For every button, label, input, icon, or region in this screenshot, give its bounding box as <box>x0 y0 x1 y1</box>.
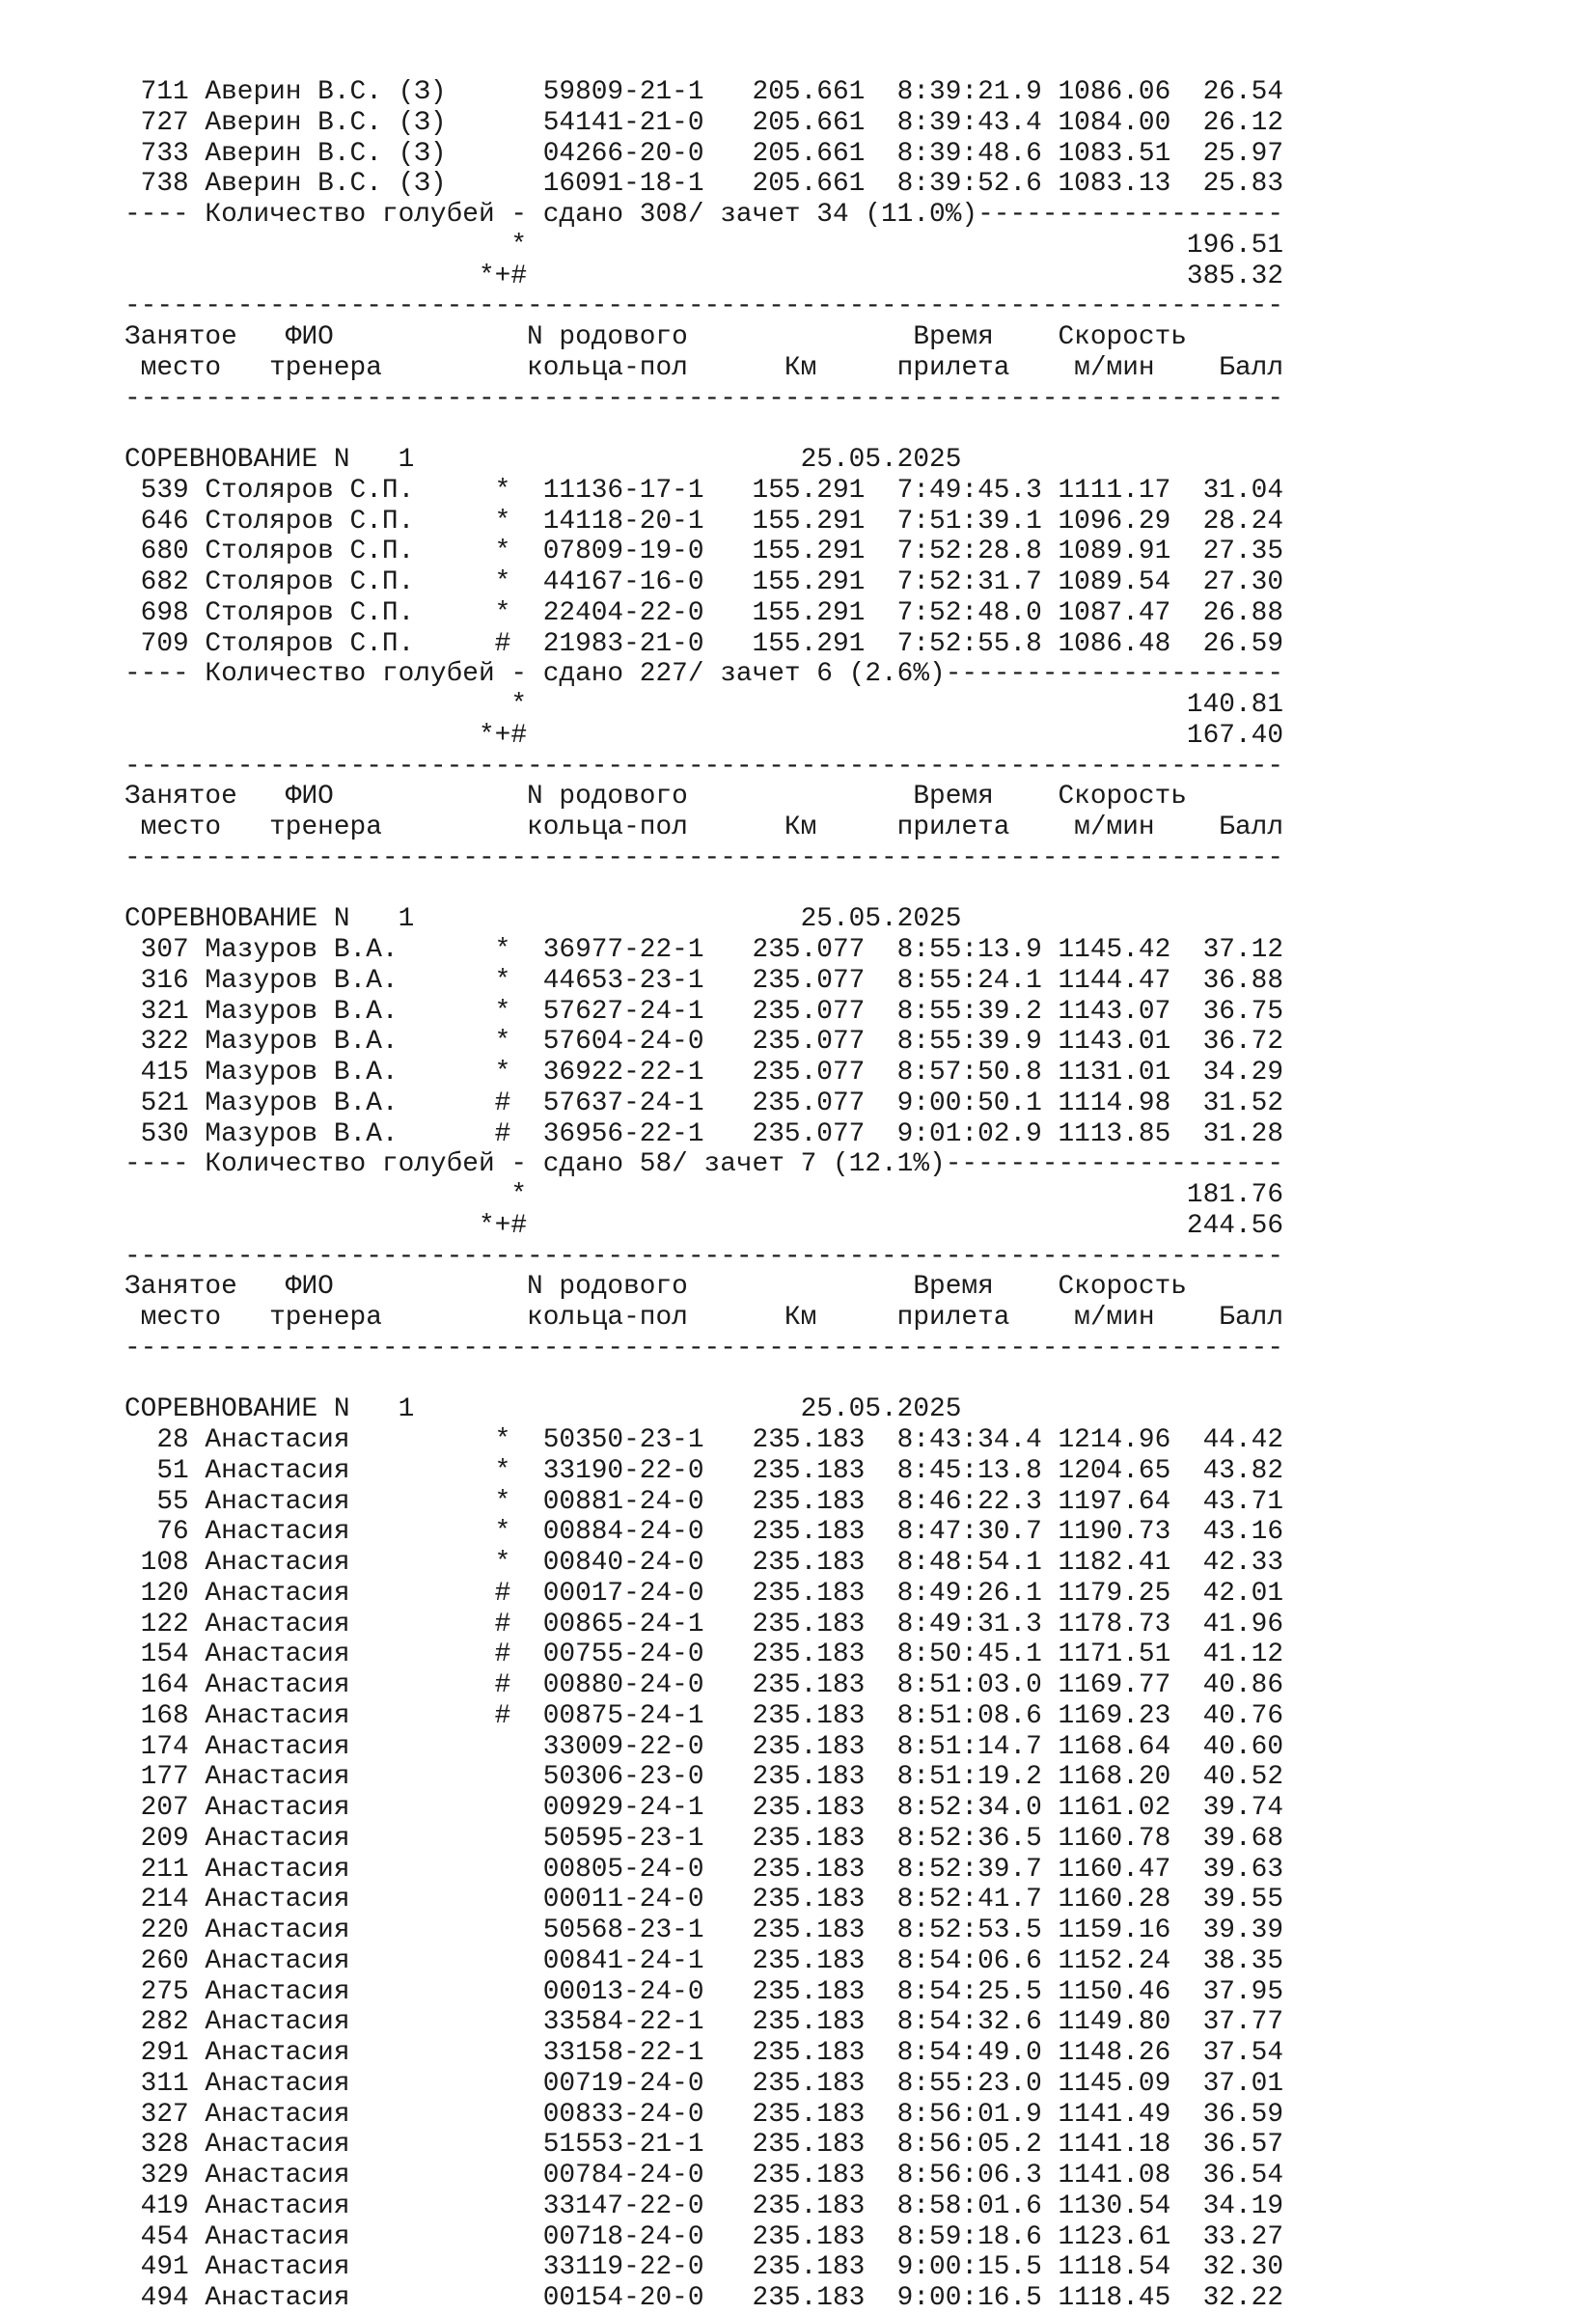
table-header-row: Занятое ФИО N родового Время Скорость <box>124 322 1187 352</box>
table-header-row: Занятое ФИО N родового Время Скорость <box>124 782 1187 813</box>
table-row: 28 Анастасия * 50350-23-1 235.183 8:43:34.4 1214.96 44.42 <box>124 1425 1284 1455</box>
table-row: 316 Мазуров В.А. * 44653-23-1 235.077 8:55:24.1 1144.47 36.88 <box>124 965 1284 996</box>
table-row: 168 Анастасия # 00875-24-1 235.183 8:51:08.6 1169.23 40.76 <box>124 1700 1284 1731</box>
table-row: 322 Мазуров В.А. * 57604-24-0 235.077 8:55:39.9 1143.01 36.72 <box>124 1027 1284 1058</box>
divider: ------------------------------------------------------------------------ <box>124 291 1284 322</box>
table-row: 646 Столяров С.П. * 14118-20-1 155.291 7:51:39.1 1096.29 28.24 <box>124 506 1284 537</box>
table-row: 174 Анастасия 33009-22-0 235.183 8:51:14.7 1168.64 40.60 <box>124 1731 1284 1762</box>
table-row: 328 Анастасия 51553-21-1 235.183 8:56:05.2 1141.18 36.57 <box>124 2130 1284 2161</box>
table-header-row: Занятое ФИО N родового Время Скорость <box>124 1272 1187 1303</box>
table-row: 738 Аверин В.С. (З) 16091-18-1 205.661 8:39:52.6 1083.13 25.83 <box>124 169 1284 200</box>
total-line: * 140.81 <box>124 690 1284 720</box>
table-row: 214 Анастасия 00011-24-0 235.183 8:52:41.7 1160.28 39.55 <box>124 1885 1284 1915</box>
table-row: 733 Аверин В.С. (З) 04266-20-0 205.661 8:39:48.6 1083.51 25.97 <box>124 138 1284 169</box>
table-subheader-row: место тренера кольца-пол Км прилета м/мин Балл <box>124 352 1284 383</box>
table-row: 329 Анастасия 00784-24-0 235.183 8:56:06.3 1141.08 36.54 <box>124 2161 1284 2190</box>
table-row: 711 Аверин В.С. (З) 59809-21-1 205.661 8:39:21.9 1086.06 26.54 <box>124 77 1284 107</box>
total-line: * 196.51 <box>124 230 1284 261</box>
competition-line: СОРЕВНОВАНИЕ N 1 25.05.2025 <box>124 445 962 475</box>
table-row: 282 Анастасия 33584-22-1 235.183 8:54:32.6 1149.80 37.77 <box>124 2007 1284 2038</box>
table-row: 209 Анастасия 50595-23-1 235.183 8:52:36.5 1160.78 39.68 <box>124 1823 1284 1854</box>
table-row: 491 Анастасия 33119-22-0 235.183 9:00:15.5 1118.54 32.30 <box>124 2252 1284 2283</box>
total-line: * 181.76 <box>124 1180 1284 1210</box>
table-row: 419 Анастасия 33147-22-0 235.183 8:58:01.6 1130.54 34.19 <box>124 2190 1284 2221</box>
spacer <box>124 414 1321 445</box>
table-row: 680 Столяров С.П. * 07809-19-0 155.291 7:52:28.8 1089.91 27.35 <box>124 537 1284 567</box>
table-row: 698 Столяров С.П. * 22404-22-0 155.291 7:52:48.0 1087.47 26.88 <box>124 597 1284 628</box>
table-row: 164 Анастасия # 00880-24-0 235.183 8:51:03.0 1169.77 40.86 <box>124 1670 1284 1700</box>
table-row: 211 Анастасия 00805-24-0 235.183 8:52:39.7 1160.47 39.63 <box>124 1854 1284 1885</box>
competition-line: СОРЕВНОВАНИЕ N 1 25.05.2025 <box>124 1394 962 1425</box>
table-row: 311 Анастасия 00719-24-0 235.183 8:55:23.0 1145.09 37.01 <box>124 2068 1284 2099</box>
summary-line: ---- Количество голубей - сдано 58/ зачет 7 (12.1%)--------------------- <box>124 1149 1284 1180</box>
table-row: 120 Анастасия # 00017-24-0 235.183 8:49:26.1 1179.25 42.01 <box>124 1578 1284 1609</box>
table-row: 307 Мазуров В.А. * 36977-22-1 235.077 8:55:13.9 1145.42 37.12 <box>124 935 1284 965</box>
divider: ------------------------------------------------------------------------ <box>124 842 1284 873</box>
table-row: 727 Аверин В.С. (З) 54141-21-0 205.661 8:39:43.4 1084.00 26.12 <box>124 107 1284 138</box>
table-row: 454 Анастасия 00718-24-0 235.183 8:59:18.6 1123.61 33.27 <box>124 2221 1284 2252</box>
table-row: 122 Анастасия # 00865-24-1 235.183 8:49:31.3 1178.73 41.96 <box>124 1609 1284 1639</box>
table-row: 521 Мазуров В.А. # 57637-24-1 235.077 9:00:50.1 1114.98 31.52 <box>124 1088 1284 1118</box>
table-row: 207 Анастасия 00929-24-1 235.183 8:52:34.0 1161.02 39.74 <box>124 1793 1284 1823</box>
table-row: 275 Анастасия 00013-24-0 235.183 8:54:25.5 1150.46 37.95 <box>124 1976 1284 2007</box>
table-row: 51 Анастасия * 33190-22-0 235.183 8:45:13.8 1204.65 43.82 <box>124 1455 1284 1486</box>
table-row: 76 Анастасия * 00884-24-0 235.183 8:47:30.7 1190.73 43.16 <box>124 1517 1284 1548</box>
summary-line: ---- Количество голубей - сдано 227/ зачет 6 (2.6%)--------------------- <box>124 659 1284 690</box>
table-row: 220 Анастасия 50568-23-1 235.183 8:52:53.5 1159.16 39.39 <box>124 1915 1284 1945</box>
divider: ------------------------------------------------------------------------ <box>124 751 1284 782</box>
table-row: 415 Мазуров В.А. * 36922-22-1 235.077 8:57:50.8 1131.01 34.29 <box>124 1058 1284 1088</box>
table-row: 260 Анастасия 00841-24-1 235.183 8:54:06.6 1152.24 38.35 <box>124 1945 1284 1976</box>
total-line: *+# 167.40 <box>124 720 1284 751</box>
table-subheader-row: место тренера кольца-пол Км прилета м/мин Балл <box>124 813 1284 842</box>
table-subheader-row: место тренера кольца-пол Км прилета м/мин Балл <box>124 1303 1284 1333</box>
table-row: 682 Столяров С.П. * 44167-16-0 155.291 7:52:31.7 1089.54 27.30 <box>124 567 1284 597</box>
table-row: 154 Анастасия # 00755-24-0 235.183 8:50:45.1 1171.51 41.12 <box>124 1639 1284 1670</box>
table-row: 108 Анастасия * 00840-24-0 235.183 8:48:54.1 1182.41 42.33 <box>124 1548 1284 1578</box>
table-row: 55 Анастасия * 00881-24-0 235.183 8:46:22.3 1197.64 43.71 <box>124 1486 1284 1517</box>
competition-line: СОРЕВНОВАНИЕ N 1 25.05.2025 <box>124 904 962 935</box>
table-row: 177 Анастасия 50306-23-0 235.183 8:51:19.2 1168.20 40.52 <box>124 1762 1284 1793</box>
summary-line: ---- Количество голубей - сдано 308/ зачет 34 (11.0%)------------------- <box>124 200 1284 230</box>
table-row: 530 Мазуров В.А. # 36956-22-1 235.077 9:01:02.9 1113.85 31.28 <box>124 1118 1284 1149</box>
results-document <box>124 77 1321 2314</box>
table-row: 327 Анастасия 00833-24-0 235.183 8:56:01.9 1141.49 36.59 <box>124 2099 1284 2130</box>
spacer <box>124 1364 1321 1395</box>
spacer <box>124 874 1321 905</box>
divider: ------------------------------------------------------------------------ <box>124 383 1284 414</box>
total-line: *+# 385.32 <box>124 261 1284 291</box>
table-row: 709 Столяров С.П. # 21983-21-0 155.291 7:52:55.8 1086.48 26.59 <box>124 628 1284 659</box>
divider: ------------------------------------------------------------------------ <box>124 1333 1284 1364</box>
table-row: 321 Мазуров В.А. * 57627-24-1 235.077 8:55:39.2 1143.07 36.75 <box>124 996 1284 1027</box>
table-row: 494 Анастасия 00154-20-0 235.183 9:00:16.5 1118.45 32.22 <box>124 2283 1284 2313</box>
table-row: 539 Столяров С.П. * 11136-17-1 155.291 7:49:45.3 1111.17 31.04 <box>124 475 1284 506</box>
total-line: *+# 244.56 <box>124 1210 1284 1241</box>
table-row: 291 Анастасия 33158-22-1 235.183 8:54:49.0 1148.26 37.54 <box>124 2038 1284 2068</box>
divider: ------------------------------------------------------------------------ <box>124 1241 1284 1272</box>
